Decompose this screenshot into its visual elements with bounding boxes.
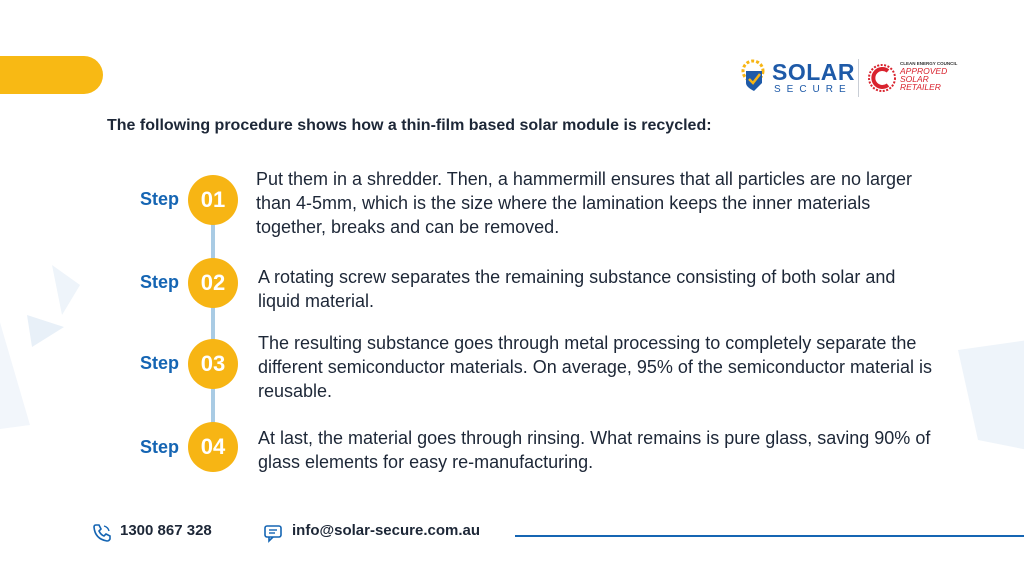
step-number-2: 02	[188, 258, 238, 308]
chat-icon	[263, 523, 283, 543]
footer-phone[interactable]: 1300 867 328	[120, 522, 212, 539]
step-label-4: Step	[140, 437, 180, 457]
brand-subtitle: SECURE	[774, 84, 852, 95]
step-number-3: 03	[188, 339, 238, 389]
step-text-1: Put them in a shredder. Then, a hammermill ensures that all particles are no larger than 4-5mm, which is the size where the lamination keeps the inner materials together, breaks and can be removed.	[256, 169, 912, 237]
council-text: CLEAN ENERGY COUNCIL	[900, 61, 958, 66]
step-label-3: Step	[140, 353, 180, 373]
approved-line-2: SOLAR	[900, 74, 929, 84]
step-text-3: The resulting substance goes through metal processing to completely separate the different semiconductor materials. On average, 95% of the semiconductor material is reusable.	[258, 333, 932, 401]
step-text-2: A rotating screw separates the remaining substance consisting of both solar and liquid material.	[258, 267, 896, 311]
step-label-2: Step	[140, 272, 180, 292]
shield-sun-icon	[738, 57, 772, 97]
step-text-4: At last, the material goes through rinsing. What remains is pure glass, saving 90% of glass elements for easy re-manufacturing.	[258, 428, 931, 472]
step-number-1: 01	[188, 175, 238, 225]
cec-logo-icon	[866, 61, 898, 95]
phone-icon	[92, 523, 112, 543]
logo-divider	[858, 59, 859, 97]
brand-name: SOLAR	[772, 59, 855, 85]
decorative-triangles-left	[0, 255, 82, 435]
approved-retailer-text	[900, 67, 966, 91]
solar-secure-logo	[736, 55, 966, 101]
yellow-accent-tab	[0, 56, 103, 94]
approved-line-1: APPROVED	[900, 66, 948, 76]
footer-email[interactable]: info@solar-secure.com.au	[292, 522, 481, 539]
page-heading: The following procedure shows how a thin-film based solar module is recycled:	[107, 117, 712, 134]
step-number-4: 04	[188, 422, 238, 472]
footer-rule	[515, 535, 1024, 537]
timeline-connector	[211, 200, 215, 448]
approved-line-3: RETAILER	[900, 82, 941, 92]
decorative-shape-right	[948, 330, 1024, 470]
step-label-1: Step	[140, 189, 180, 209]
